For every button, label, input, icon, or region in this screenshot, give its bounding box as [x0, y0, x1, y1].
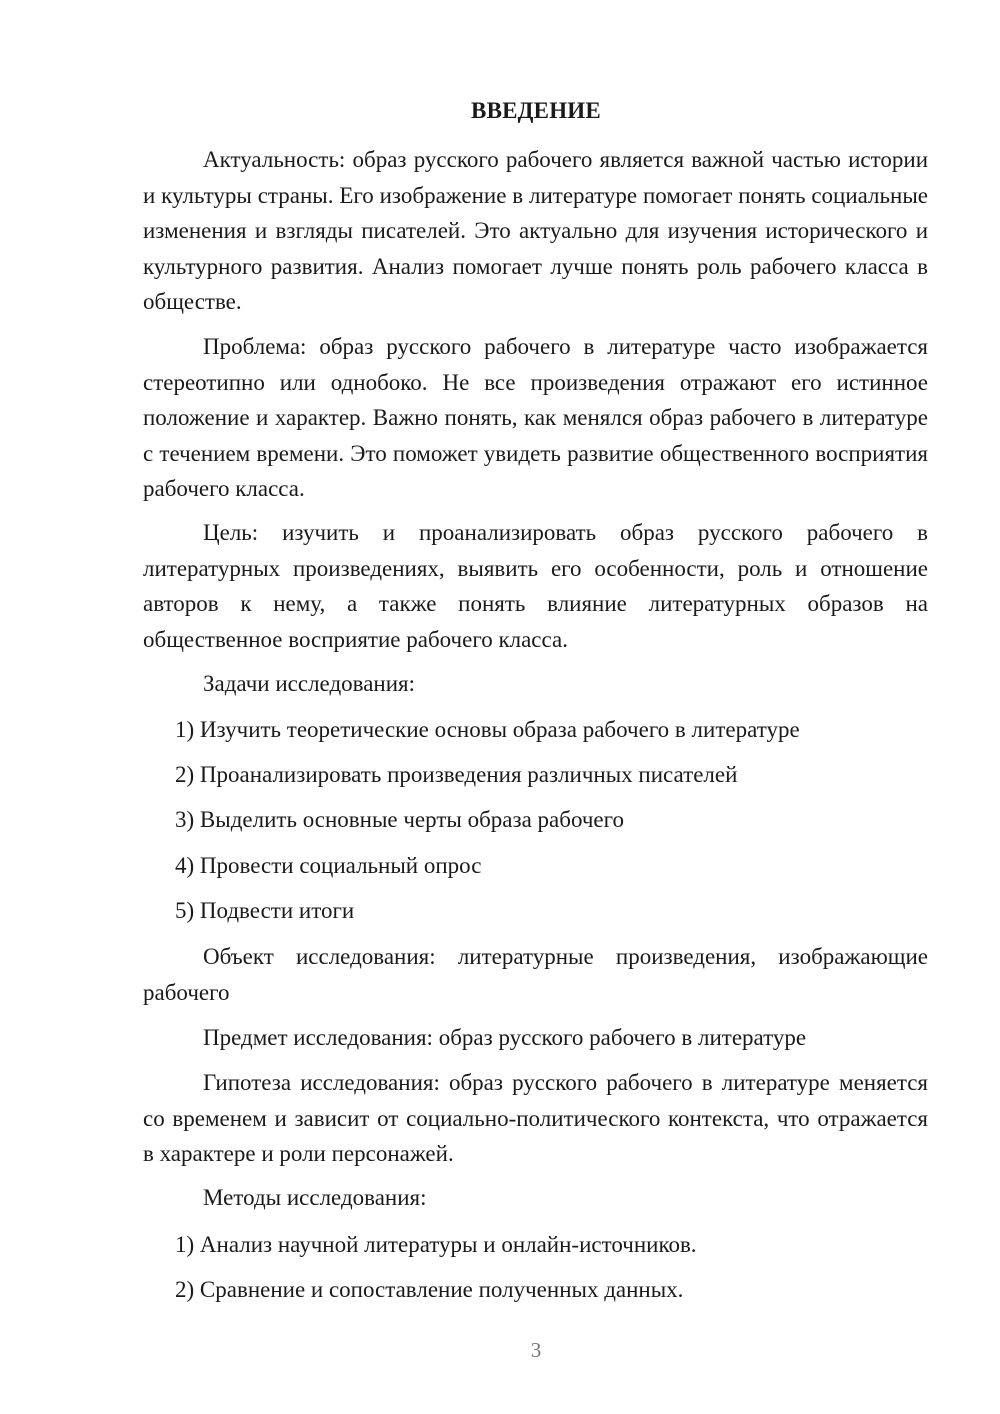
subject-paragraph: Предмет исследования: образ русского рабочего в литературе — [203, 1025, 807, 1050]
hypothesis-paragraph: Гипотеза исследования: образ русского рабочего в литературе меняется со временем и зависит от социально-политического контекста, что отражается в характере и роли персонажей. — [143, 1070, 928, 1167]
section-title: ВВЕДЕНИЕ — [471, 98, 601, 123]
page-number: 3 — [530, 1338, 542, 1362]
tasks-heading: Задачи исследования: — [203, 671, 416, 696]
task-item: 3) Выделить основные черты образа рабочего — [175, 807, 624, 832]
task-item: 2) Проанализировать произведения различных писателей — [175, 762, 738, 787]
problem-paragraph: Проблема: образ русского рабочего в литературе часто изображается стереотипно или однобоко. Не все произведения отражают его истинное положение и характер. Важно понять, как менялся образ рабочего в литературе с течением времени. Это поможет увидеть развитие общественного восприятия рабочего класса. — [143, 334, 928, 502]
task-item: 4) Провести социальный опрос — [175, 853, 482, 878]
method-item: 2) Сравнение и сопоставление полученных данных. — [175, 1277, 684, 1302]
object-paragraph: Объект исследования: литературные произведения, изображающие рабочего — [143, 944, 928, 1005]
task-item: 1) Изучить теоретические основы образа рабочего в литературе — [175, 717, 800, 742]
relevance-paragraph: Актуальность: образ русского рабочего является важной частью истории и культуры страны. Его изображение в литературе помогает понять социальные изменения и взгляды писателей. Это актуально для изучения исторического и культурного развития. Анализ помогает лучше понять роль рабочего класса в обществе. — [143, 147, 928, 315]
task-item: 5) Подвести итоги — [175, 898, 355, 923]
goal-paragraph: Цель: изучить и проанализировать образ русского рабочего в литературных произведениях, выявить его особенности, роль и отношение авторов к нему, а также понять влияние литературных образов на общественное восприятие рабочего класса. — [143, 520, 928, 652]
methods-heading: Методы исследования: — [203, 1185, 427, 1210]
method-item: 1) Анализ научной литературы и онлайн-источников. — [175, 1232, 697, 1257]
